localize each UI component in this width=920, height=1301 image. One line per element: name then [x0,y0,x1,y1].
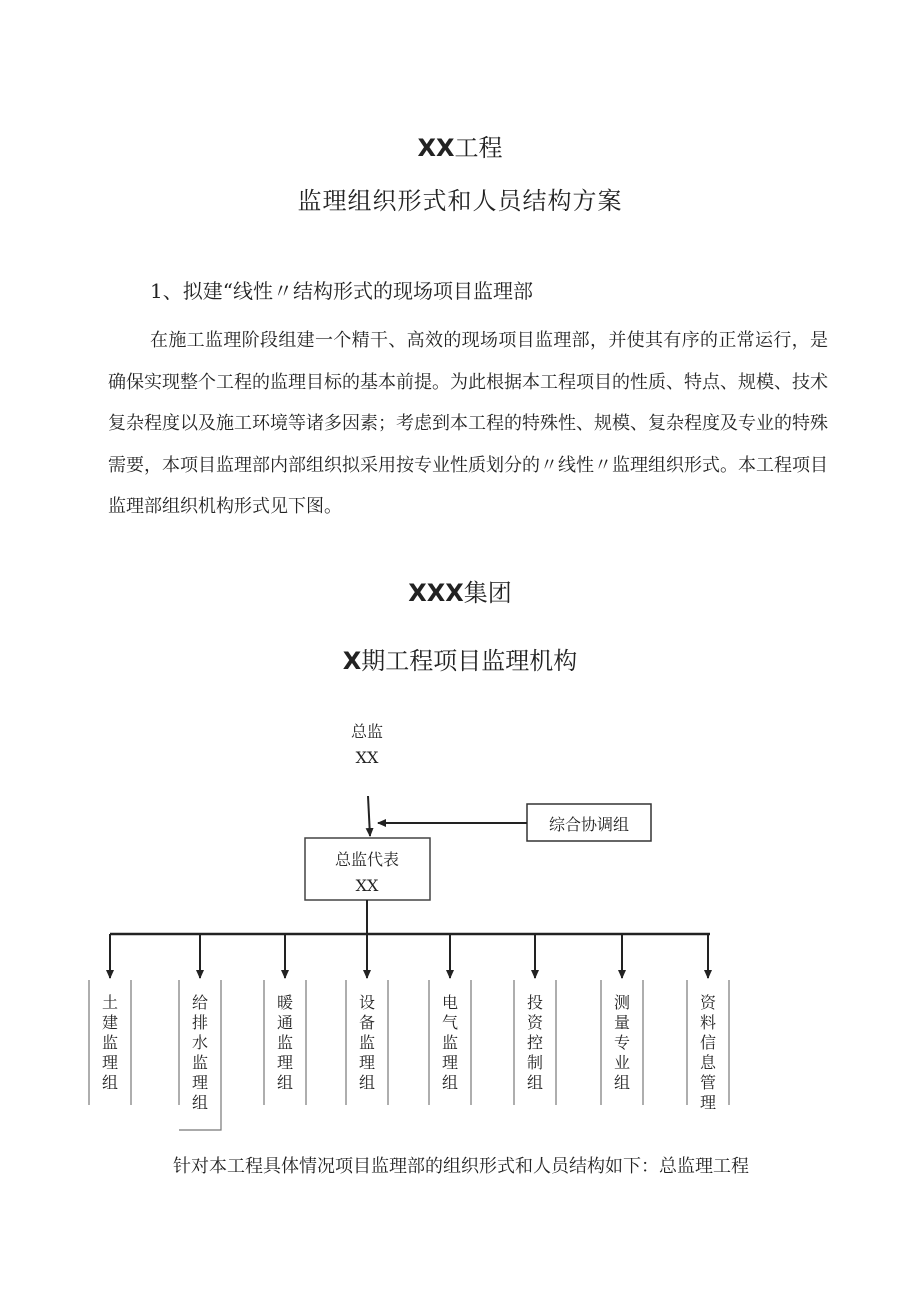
org-group-title [0,573,920,608]
section-heading: 1、拟建“线性〃结构形式的现场项目监理部 [150,279,533,303]
org-name-title [0,641,920,676]
deputy-name: XX [355,876,379,895]
group-label: 土建监理组 [101,993,119,1092]
org-chart [0,690,920,1150]
chief-name: XX [355,748,379,767]
group-label: 给排水监理组 [191,993,209,1112]
title-prefix: XX [417,134,455,162]
document-subtitle: 监理组织形式和人员结构方案 [297,187,623,215]
body-paragraph [108,320,828,528]
closing-line: 针对本工程具体情况项目监理部的组织形式和人员结构如下：总监理工程 [173,1156,749,1177]
org-name-suffix: 期工程项目监理机构 [361,647,578,675]
chief-arrow [368,796,370,836]
group-label: 设备监理组 [358,993,376,1092]
group-label: 投资控制组 [526,993,544,1092]
coordination-label: 综合协调组 [548,815,630,834]
group-label: 资料信息管理 [699,993,717,1112]
group-label: 测量专业组 [613,993,631,1092]
org-group-suffix: 集团 [463,579,512,607]
deputy-title: 总监代表 [334,850,400,869]
org-group-prefix: XXX [408,579,464,607]
document-title [0,128,920,163]
org-name-prefix: X [342,647,362,675]
chief-title: 总监 [350,722,384,741]
group-columns [89,934,729,1130]
group-label: 电气监理组 [441,993,459,1092]
title-suffix: 工程 [454,134,503,162]
group-label: 暖通监理组 [276,993,294,1092]
paragraph-text: 在施工监理阶段组建一个精干、高效的现场项目监理部，并使其有序的正常运行，是确保实现整个工程的监理目标的基本前提。为此根据本工程项目的性质、特点、规模、技术复杂程度以及施工环境等诸多因素；考虑到本工程的特殊性、规模、复杂程度及专业的特殊需要，本项目监理部内部组织拟采用按专业性质划分的〃线性〃监理组织形式。本工程项目监理部组织机构形式见下图。 [108,330,828,517]
